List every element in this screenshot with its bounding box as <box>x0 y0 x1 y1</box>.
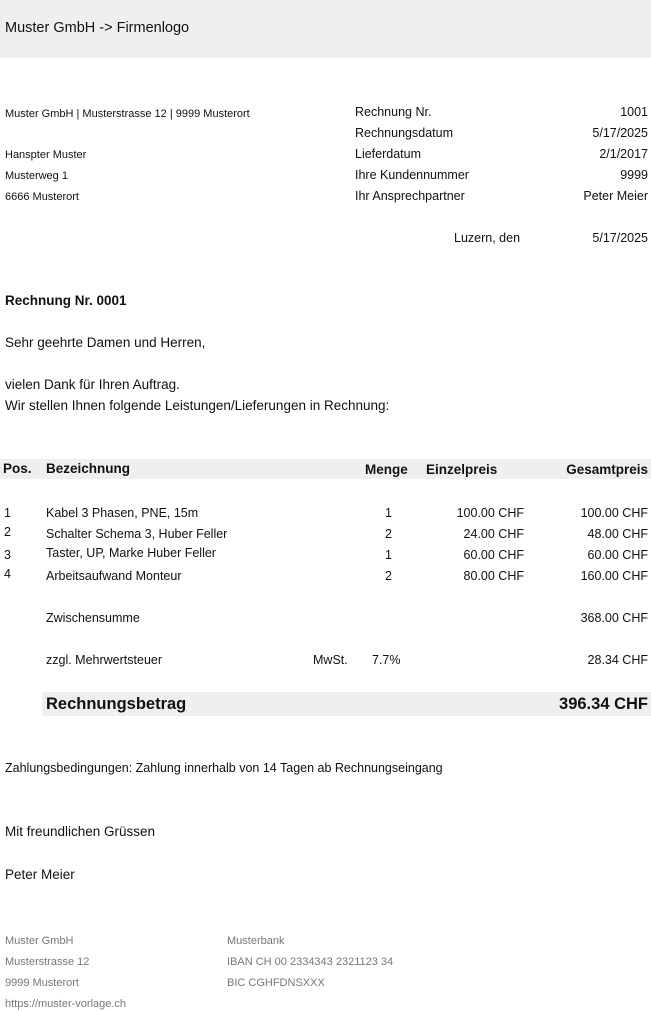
row-1-quantity: 1 <box>385 506 392 520</box>
row-1-pos: 1 <box>4 506 11 520</box>
meta-value-invoice-no: 1001 <box>620 105 648 119</box>
col-header-total-price: Gesamtpreis <box>566 462 648 477</box>
grand-total-value: 396.34 CHF <box>559 695 648 713</box>
row-4-quantity: 2 <box>385 569 392 583</box>
footer-company-name: Muster GmbH <box>5 935 74 947</box>
recipient-name: Hanspter Muster <box>5 149 87 161</box>
meta-value-invoice-date: 5/17/2025 <box>592 126 648 140</box>
intro-line-1: vielen Dank für Ihren Auftrag. <box>5 377 180 392</box>
recipient-street: Musterweg 1 <box>5 170 68 182</box>
footer-bank-bic: BIC CGHFDNSXXX <box>227 977 325 989</box>
row-3-unit-price: 60.00 CHF <box>463 548 524 562</box>
recipient-city: 6666 Musterort <box>5 191 79 203</box>
subtotal-value: 368.00 CHF <box>580 611 648 625</box>
row-3-quantity: 1 <box>385 548 392 562</box>
row-1-unit-price: 100.00 CHF <box>456 506 524 520</box>
meta-label-contact: Ihr Ansprechpartner <box>355 189 465 203</box>
company-logo-text: Muster GmbH -> Firmenlogo <box>5 20 190 36</box>
row-2-pos: 2 <box>4 525 11 539</box>
signature-name: Peter Meier <box>5 867 75 882</box>
vat-value: 28.34 CHF <box>587 653 648 667</box>
closing-greeting: Mit freundlichen Grüssen <box>5 824 156 839</box>
meta-label-delivery-date: Lieferdatum <box>355 147 422 161</box>
sender-line: Muster GmbH | Musterstrasse 12 | 9999 Musterort <box>5 108 250 120</box>
grand-total-label: Rechnungsbetrag <box>46 695 187 713</box>
row-2-quantity: 2 <box>385 527 392 541</box>
vat-short-label: MwSt. <box>313 653 348 667</box>
meta-label-invoice-date: Rechnungsdatum <box>355 126 453 140</box>
row-3-description: Taster, UP, Marke Huber Feller <box>46 546 216 560</box>
col-header-quantity: Menge <box>365 462 408 477</box>
vat-rate: 7.7% <box>372 653 401 667</box>
meta-label-customer-no: Ihre Kundennummer <box>355 168 469 182</box>
row-3-pos: 3 <box>4 548 11 562</box>
footer-bank-name: Musterbank <box>227 935 285 947</box>
meta-value-customer-no: 9999 <box>620 168 648 182</box>
place-date-value: 5/17/2025 <box>592 231 648 245</box>
footer-website-link[interactable]: https://muster-vorlage.ch <box>5 998 127 1010</box>
intro-line-2: Wir stellen Ihnen folgende Leistungen/Lieferungen in Rechnung: <box>5 398 390 413</box>
meta-label-invoice-no: Rechnung Nr. <box>355 105 432 119</box>
row-2-total-price: 48.00 CHF <box>587 527 648 541</box>
row-2-unit-price: 24.00 CHF <box>463 527 524 541</box>
meta-value-delivery-date: 2/1/2017 <box>599 147 648 161</box>
row-3-total-price: 60.00 CHF <box>587 548 648 562</box>
vat-label: zzgl. Mehrwertsteuer <box>46 653 163 667</box>
col-header-unit-price: Einzelpreis <box>426 462 498 477</box>
invoice-title: Rechnung Nr. 0001 <box>5 293 127 308</box>
row-4-pos: 4 <box>4 567 11 581</box>
footer-company-street: Musterstrasse 12 <box>5 956 90 968</box>
col-header-pos: Pos. <box>3 461 32 476</box>
subtotal-label: Zwischensumme <box>46 611 140 625</box>
footer-company-city: 9999 Musterort <box>5 977 79 989</box>
place-date-label: Luzern, den <box>454 231 521 245</box>
row-1-total-price: 100.00 CHF <box>580 506 648 520</box>
row-1-description: Kabel 3 Phasen, PNE, 15m <box>46 506 199 520</box>
salutation: Sehr geehrte Damen und Herren, <box>5 335 206 350</box>
row-4-total-price: 160.00 CHF <box>580 569 648 583</box>
row-2-description: Schalter Schema 3, Huber Feller <box>46 527 228 541</box>
footer-bank-iban: IBAN CH 00 2334343 2321123 34 <box>227 956 394 968</box>
payment-terms: Zahlungsbedingungen: Zahlung innerhalb von 14 Tagen ab Rechnungseingang <box>5 761 443 775</box>
row-4-unit-price: 80.00 CHF <box>463 569 524 583</box>
row-4-description: Arbeitsaufwand Monteur <box>46 569 182 583</box>
meta-value-contact: Peter Meier <box>583 189 648 203</box>
col-header-description: Bezeichnung <box>46 461 131 476</box>
